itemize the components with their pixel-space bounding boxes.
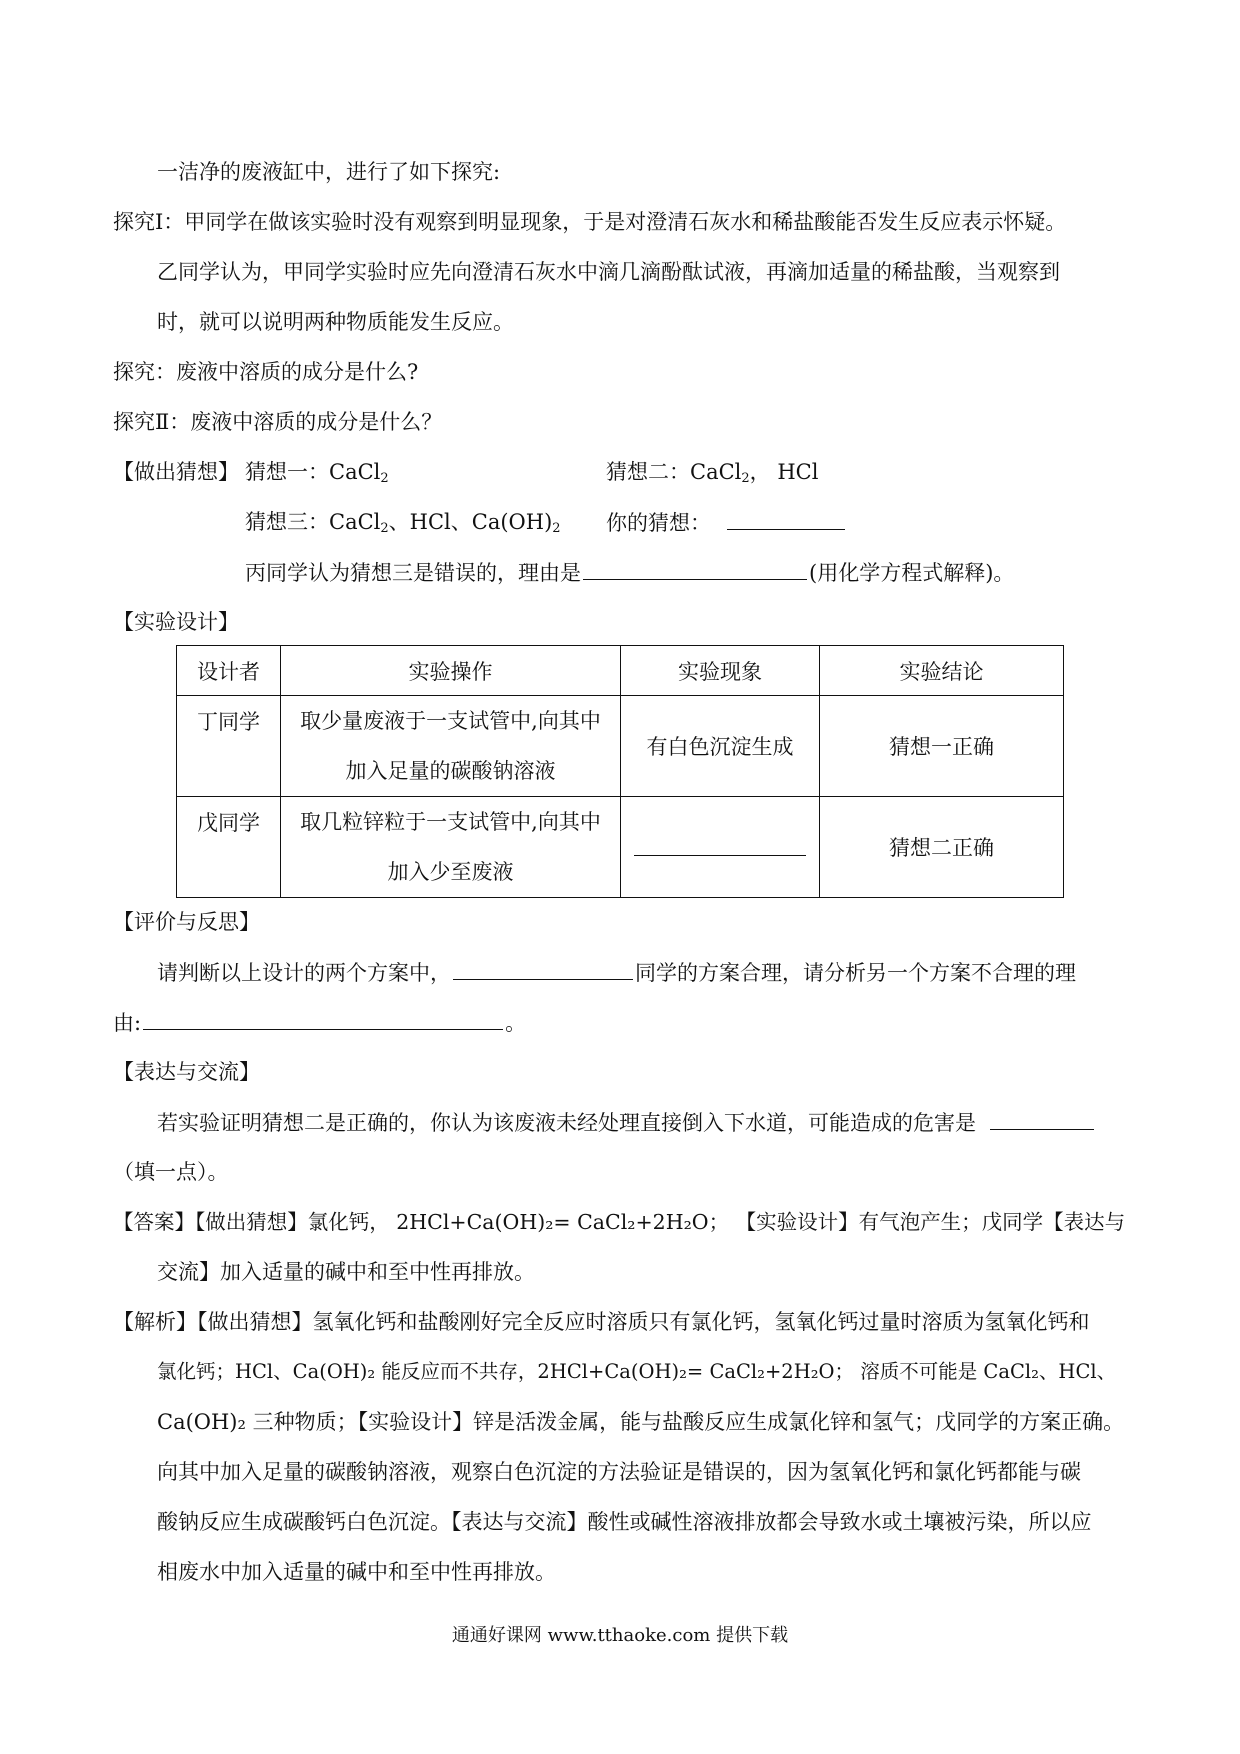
row1-operation: 取少量废液于一支试管中,向其中 加入足量的碳酸钠溶液: [281, 696, 621, 797]
express-line-b: （填一点）。: [113, 1160, 229, 1184]
answer-line-a: 【答案】【做出猜想】氯化钙， 2HCl+Ca(OH)₂= CaCl₂+2H₂O； 【实验设计】有气泡产生；戊同学【表达与: [113, 1210, 1126, 1234]
answer-line-b: 交流】加入适量的碱中和至中性再排放。: [157, 1260, 535, 1284]
footer-watermark: 通通好课网 www.tthaoke.com 提供下载: [451, 1625, 789, 1646]
phenomenon-blank[interactable]: [634, 833, 806, 856]
table-row: [177, 797, 1064, 898]
harm-blank[interactable]: [990, 1107, 1094, 1130]
row2-phenomenon: [621, 797, 820, 898]
row1-designer: 丁同学: [177, 696, 281, 797]
explore2-line: 探究Ⅱ：废液中溶质的成分是什么？: [113, 410, 443, 434]
guess2: 猜想二：CaCl$_2$， HCl: [606, 460, 819, 486]
guess1: 猜想一：CaCl$_2$: [245, 460, 389, 486]
express-line-a: 若实验证明猜想二是正确的，你认为该废液未经处理直接倒入下水道，可能造成的危害是: [157, 1107, 1096, 1138]
student-blank[interactable]: [453, 957, 633, 980]
header-designer: 设计者: [177, 646, 281, 696]
experiment-table: [176, 645, 1064, 898]
analysis-line-f: 相废水中加入适量的碱中和至中性再排放。: [157, 1560, 556, 1584]
header-conclusion: 实验结论: [820, 646, 1064, 696]
analysis-line-d: 向其中加入足量的碳酸钠溶液，观察白色沉淀的方法验证是错误的，因为氢氧化钙和氯化钙都能与碳: [157, 1460, 1081, 1484]
row1-phenomenon: 有白色沉淀生成: [621, 696, 820, 797]
yi-line-a: 乙同学认为，甲同学实验时应先向澄清石灰水中滴几滴酚酞试液，再滴加适量的稀盐酸，当观察到: [157, 260, 1060, 284]
eval-line-a: 请判断以上设计的两个方案中， 同学的方案合理，请分析另一个方案不合理的理: [157, 957, 1076, 988]
reason-blank[interactable]: [143, 1007, 503, 1030]
explore-question: 探究：废液中溶质的成分是什么?: [113, 360, 419, 384]
your-guess: 你的猜想：: [606, 507, 847, 538]
row2-conclusion: 猜想二正确: [820, 797, 1064, 898]
row2-operation: 取几粒锌粒于一支试管中,向其中 加入少至废液: [281, 797, 621, 898]
guess-heading: 【做出猜想】: [113, 460, 239, 484]
eval-line-b: 由: 。: [113, 1007, 526, 1038]
eval-heading: 【评价与反思】: [113, 910, 260, 934]
analysis-line-c: Ca(OH)₂ 三种物质；【实验设计】锌是活泼金属，能与盐酸反应生成氯化锌和氢气；戊同学的方案正确。: [157, 1410, 1125, 1434]
header-phenomenon: 实验现象: [621, 646, 820, 696]
table-row: [177, 696, 1064, 797]
analysis-line-b: 氯化钙；HCl、Ca(OH)₂ 能反应而不共存，2HCl+Ca(OH)₂= CaCl₂+2H₂O； 溶质不可能是 CaCl₂、HCl、: [157, 1360, 1117, 1383]
explore1-line: 探究Ⅰ：甲同学在做该实验时没有观察到明显现象，于是对澄清石灰水和稀盐酸能否发生反应表示怀疑。: [113, 210, 1067, 234]
intro-line: 一洁净的废液缸中，进行了如下探究:: [157, 160, 501, 184]
your-guess-blank[interactable]: [727, 507, 845, 530]
guess3: 猜想三：CaCl$_2$、HCl、$Ca(OH)_2$: [245, 510, 561, 536]
yi-line-b: 时，就可以说明两种物质能发生反应。: [157, 310, 514, 334]
bing-line: 丙同学认为猜想三是错误的，理由是 (用化学方程式解释)。: [245, 557, 1014, 588]
analysis-line-e: 酸钠反应生成碳酸钙白色沉淀。【表达与交流】酸性或碱性溶液排放都会导致水或土壤被污染，所以应: [157, 1510, 1092, 1534]
header-operation: 实验操作: [281, 646, 621, 696]
row2-designer: 戊同学: [177, 797, 281, 898]
express-heading: 【表达与交流】: [113, 1060, 260, 1084]
analysis-line-a: 【解析】【做出猜想】氢氧化钙和盐酸刚好完全反应时溶质只有氯化钙，氢氧化钙过量时溶质为氢氧化钙和: [113, 1310, 1090, 1334]
row1-conclusion: 猜想一正确: [820, 696, 1064, 797]
design-heading: 【实验设计】: [113, 610, 239, 634]
table-header-row: [177, 646, 1064, 696]
equation-blank[interactable]: [583, 557, 807, 580]
